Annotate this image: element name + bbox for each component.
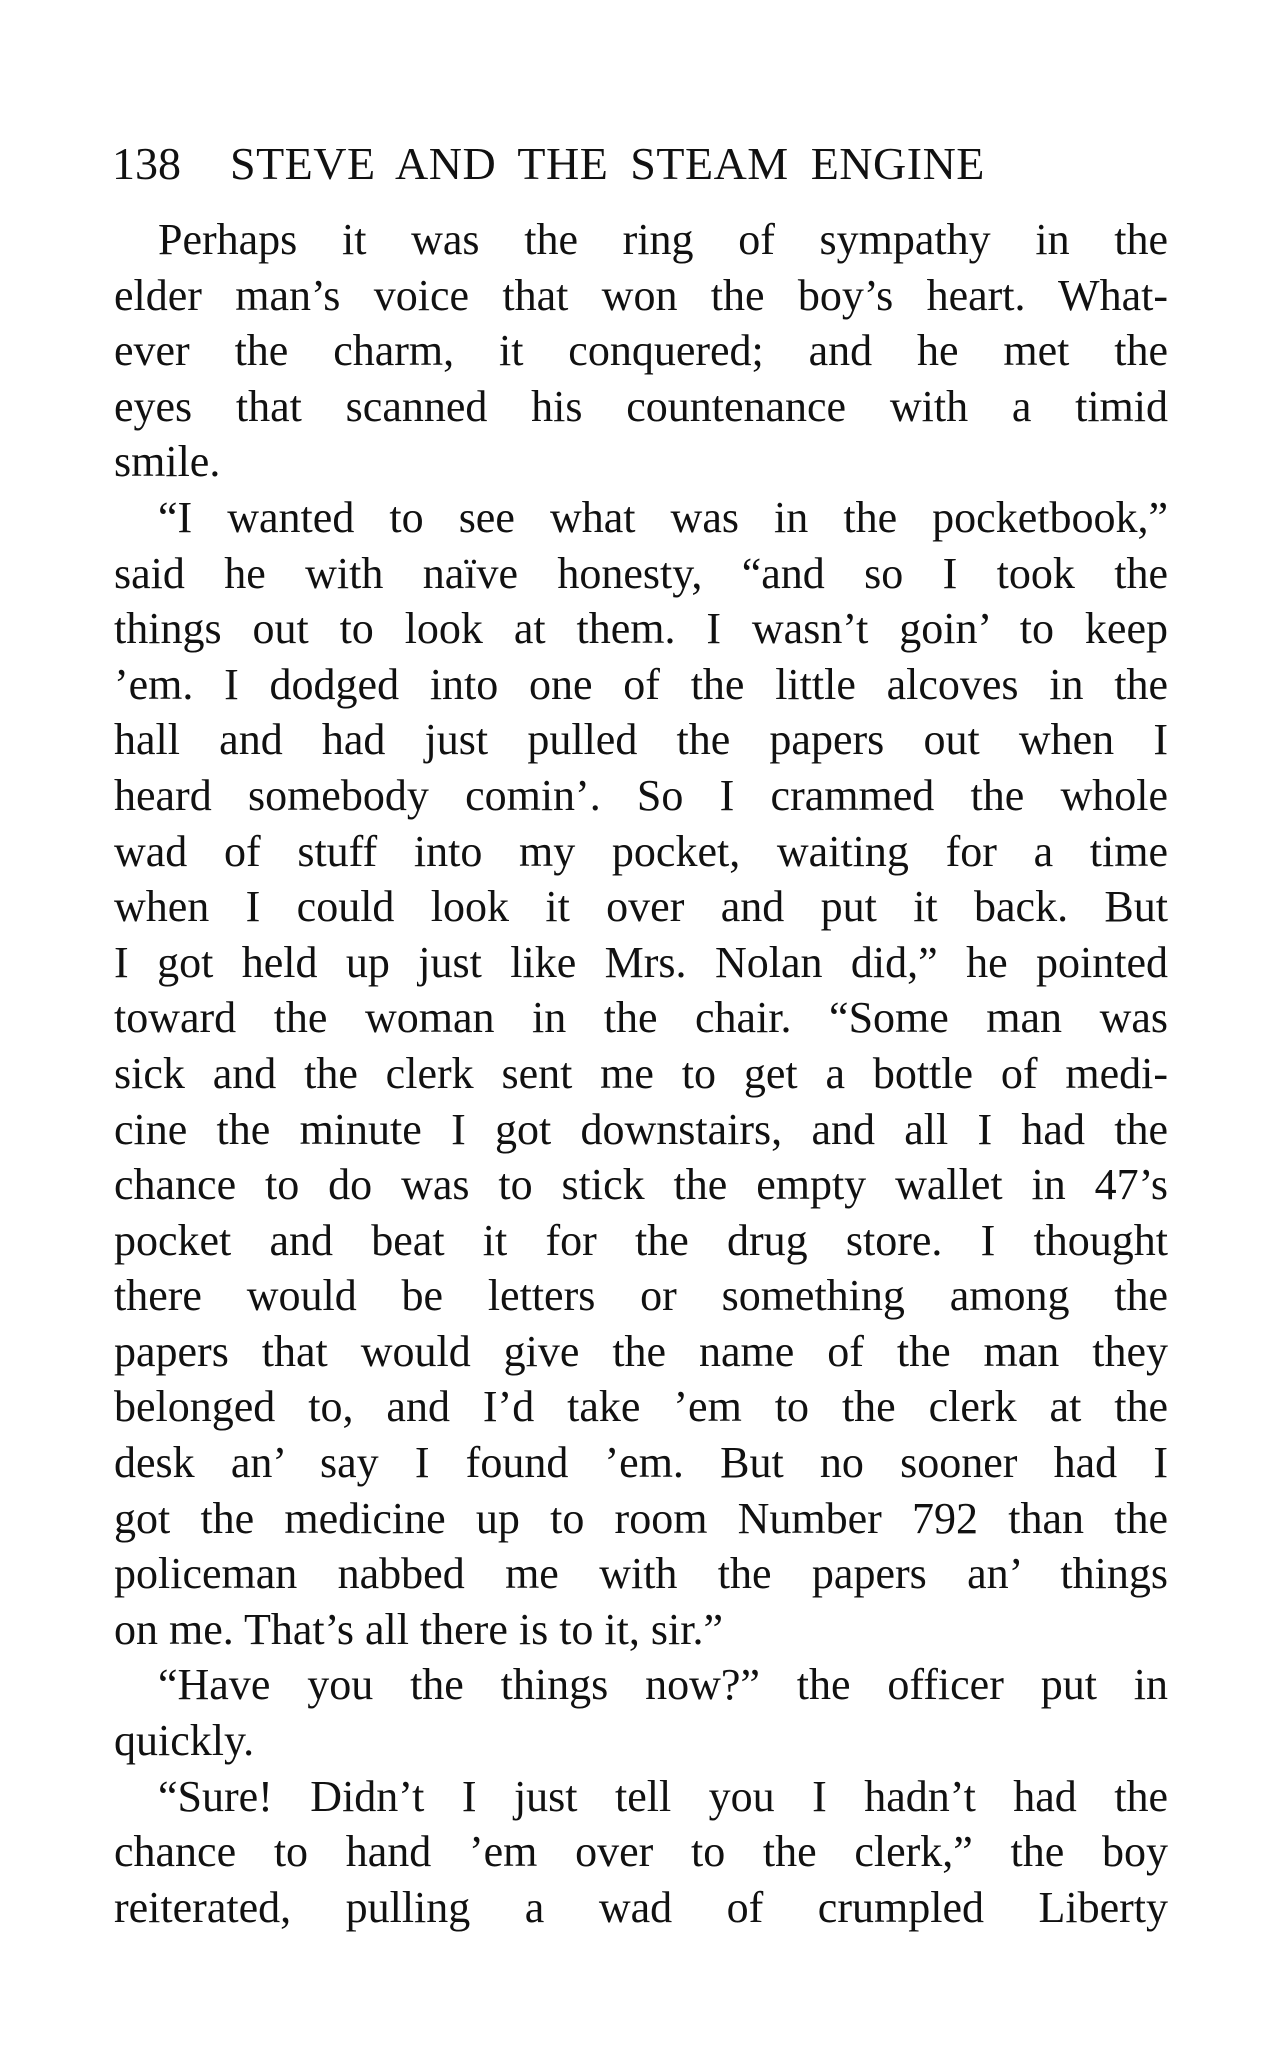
text-line: elder man’s voice that won the boy’s heart. What-	[114, 270, 1168, 320]
text-line: I got held up just like Mrs. Nolan did,” he pointed	[114, 937, 1168, 987]
text-line: chance to do was to stick the empty wallet in 47’s	[114, 1160, 1168, 1210]
text-line: said he with naïve honesty, “and so I took the	[114, 548, 1168, 598]
text-line: quickly.	[114, 1716, 255, 1766]
text-line: pocket and beat it for the drug store. I thought	[114, 1215, 1168, 1265]
text-line: “Sure! Didn’t I just tell you I hadn’t had the	[158, 1771, 1168, 1821]
text-line: “I wanted to see what was in the pocketbook,”	[158, 492, 1168, 542]
text-line: things out to look at them. I wasn’t goin’ to keep	[114, 604, 1168, 654]
text-line: Perhaps it was the ring of sympathy in the	[158, 215, 1168, 264]
text-line: heard somebody comin’. So I crammed the whole	[114, 770, 1168, 820]
text-line: smile.	[114, 437, 221, 487]
running-head	[112, 132, 1142, 196]
text-line: belonged to, and I’d take ’em to the clerk at the	[114, 1382, 1168, 1432]
text-line: there would be letters or something among the	[114, 1271, 1168, 1321]
text-line: wad of stuff into my pocket, waiting for a time	[114, 826, 1168, 876]
text-line: cine the minute I got downstairs, and all I had the	[114, 1104, 1168, 1154]
text-line: ’em. I dodged into one of the little alcoves in the	[114, 659, 1168, 709]
text-line: eyes that scanned his countenance with a timid	[114, 381, 1168, 431]
text-line: toward the woman in the chair. “Some man was	[114, 993, 1168, 1043]
text-line: chance to hand ’em over to the clerk,” the boy	[114, 1827, 1168, 1877]
text-line: desk an’ say I found ’em. But no sooner had I	[114, 1438, 1168, 1488]
text-line: “Have you the things now?” the officer put in	[158, 1660, 1168, 1710]
text-line: sick and the clerk sent me to get a bottle of medi-	[114, 1048, 1168, 1098]
text-line: on me. That’s all there is to it, sir.”	[114, 1604, 723, 1654]
text-line: ever the charm, it conquered; and he met the	[114, 326, 1168, 376]
book-title: STEVE AND THE STEAM ENGINE	[230, 138, 985, 189]
text-line: papers that would give the name of the man they	[114, 1326, 1168, 1376]
page-number: 138	[112, 138, 181, 189]
text-line: got the medicine up to room Number 792 than the	[114, 1493, 1168, 1543]
text-line: hall and had just pulled the papers out when I	[114, 715, 1168, 765]
text-line: when I could look it over and put it back. But	[114, 882, 1168, 932]
body-text	[114, 212, 1168, 1935]
text-line: reiterated, pulling a wad of crumpled Liberty	[114, 1882, 1168, 1932]
text-line: policeman nabbed me with the papers an’ things	[114, 1549, 1168, 1599]
